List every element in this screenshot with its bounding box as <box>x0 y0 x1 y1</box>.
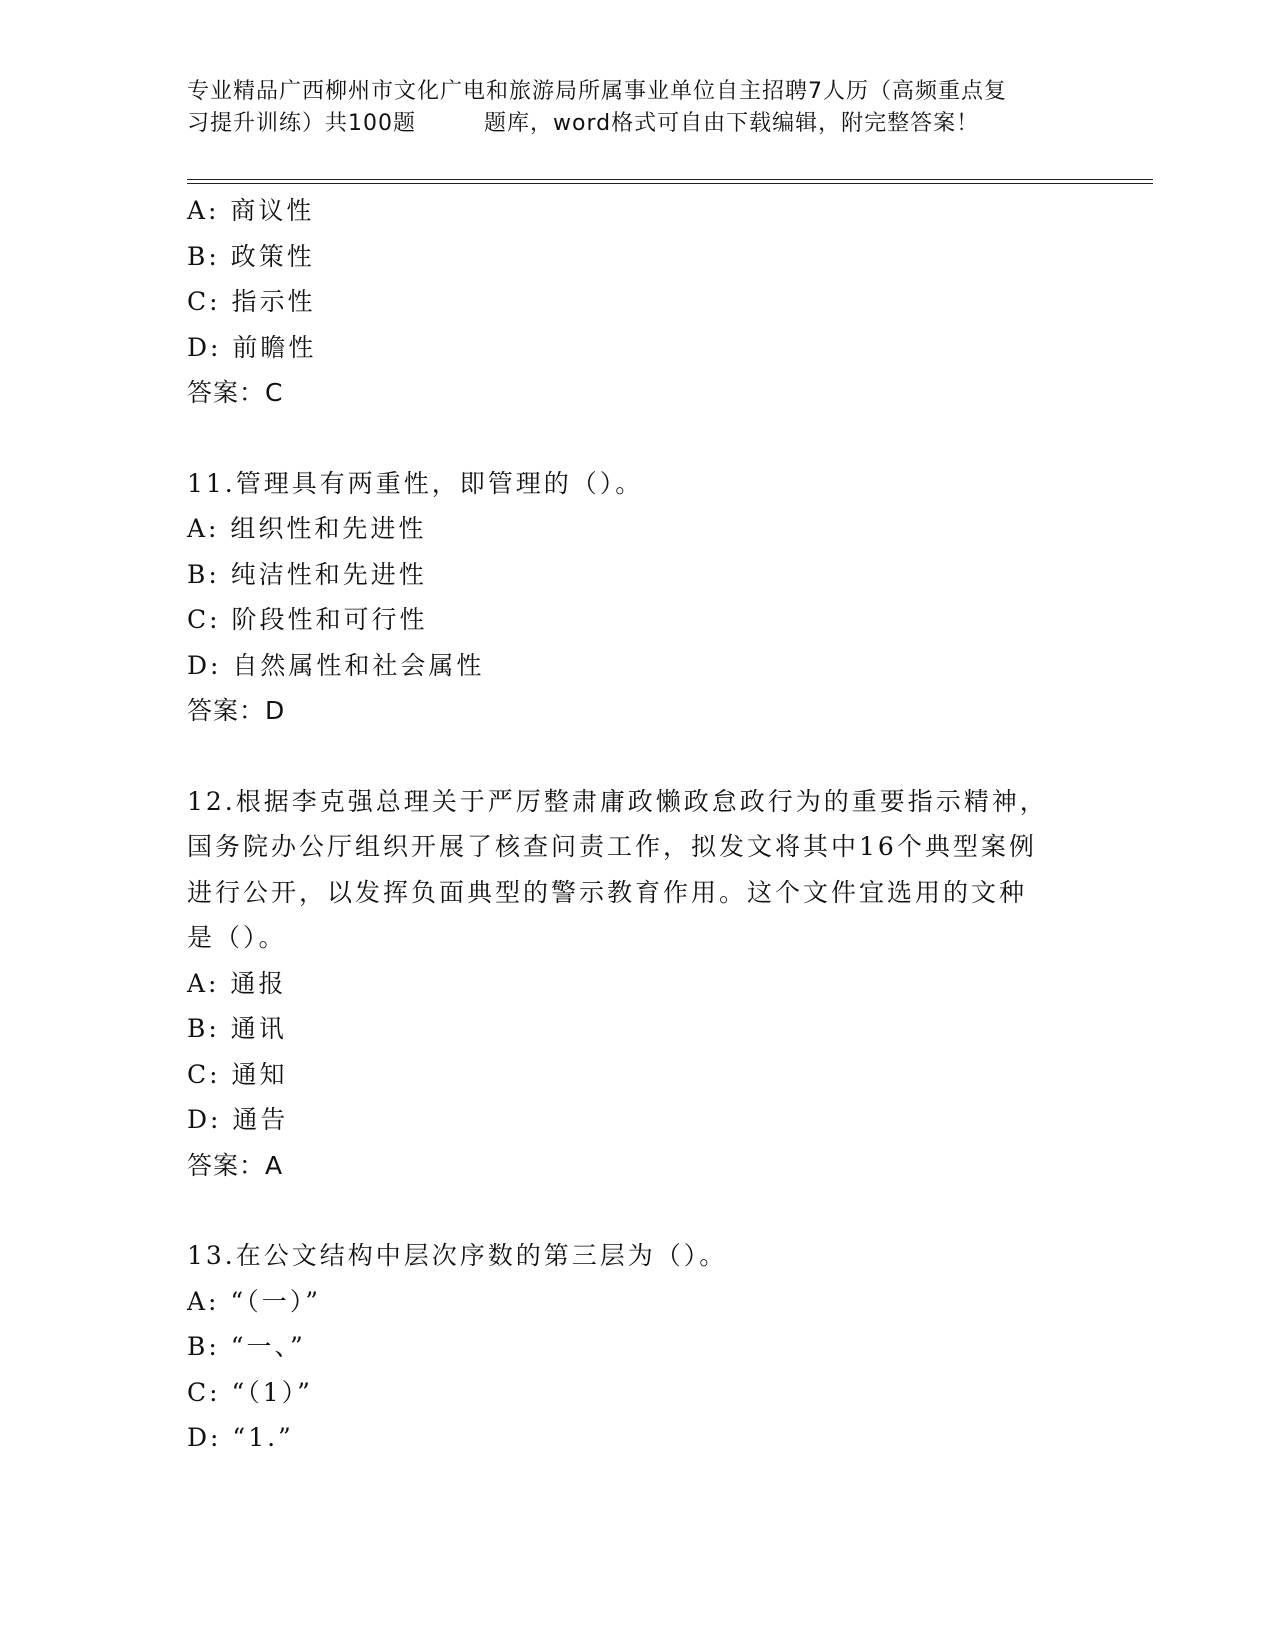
question-text-line-2: 国务院办公厅组织开展了核查问责工作，拟发文将其中16个典型案例 <box>187 832 1037 861</box>
question-list <box>187 188 1087 1461</box>
option-a: A: 商议性 <box>187 196 315 225</box>
option-b: B: 纯洁性和先进性 <box>187 559 427 589</box>
answer: 答案：A <box>187 1150 284 1180</box>
option-a: A: 组织性和先进性 <box>187 514 427 543</box>
question-12 <box>187 779 1087 1189</box>
question-text-line-3: 进行公开，以发挥负面典型的警示教育作用。这个文件宜选用的文种 <box>187 877 1028 907</box>
option-d: D: “1.” <box>187 1423 294 1452</box>
option-a: A: “（一）” <box>187 1286 321 1316</box>
option-b: B: “一、” <box>187 1332 306 1361</box>
option-d: D: 前瞻性 <box>187 332 317 362</box>
option-b: B: 政策性 <box>187 241 315 271</box>
option-d: D: 通告 <box>187 1105 289 1134</box>
question-text: 11.管理具有两重性，即管理的（）。 <box>187 468 644 498</box>
header-line-2-part-b: 题库，word格式可自由下载编辑，附完整答案！ <box>484 111 980 136</box>
question-13 <box>187 1233 1087 1461</box>
option-c: C: “（1）” <box>187 1377 313 1407</box>
option-c: C: 阶段性和可行性 <box>187 605 428 634</box>
question-text: 13.在公文结构中层次序数的第三层为（）。 <box>187 1241 728 1270</box>
question-text-line-4: 是（）。 <box>187 923 287 952</box>
option-c: C: 通知 <box>187 1059 288 1089</box>
header-line-2 <box>187 108 1087 140</box>
option-b: B: 通讯 <box>187 1014 287 1043</box>
answer: 答案：D <box>187 696 286 725</box>
document-header <box>187 76 1087 140</box>
option-a: A: 通报 <box>187 968 287 998</box>
question-10 <box>187 188 1087 416</box>
header-rule-top <box>187 179 1153 180</box>
header-line-1: 专业精品广西柳州市文化广电和旅游局所属事业单位自主招聘7人历（高频重点复 <box>187 79 1007 104</box>
option-d: D: 自然属性和社会属性 <box>187 650 485 680</box>
header-line-2-part-a: 习提升训练）共100题 <box>187 111 416 136</box>
option-c: C: 指示性 <box>187 287 316 316</box>
question-11 <box>187 461 1087 734</box>
question-text-line-1: 12.根据李克强总理关于严厉整肃庸政懒政怠政行为的重要指示精神， <box>187 786 1048 816</box>
answer: 答案：C <box>187 378 284 407</box>
header-rule-bottom <box>187 183 1153 184</box>
